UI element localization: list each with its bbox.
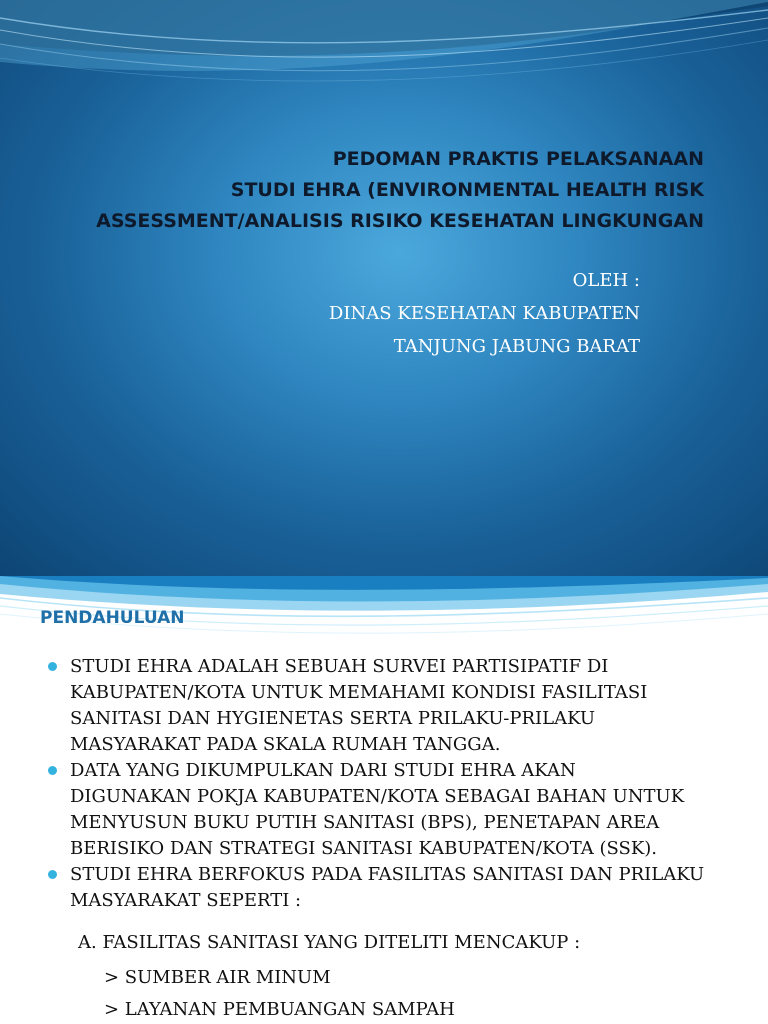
bullet-line: SANITASI DAN HYGIENETAS SERTA PRILAKU-PRILAKU (70, 708, 596, 729)
section-heading: PENDAHULUAN (40, 608, 185, 628)
bullet-line: STUDI EHRA ADALAH SEBUAH SURVEI PARTISIPATIF DI (70, 656, 609, 677)
title-line: ASSESSMENT/ANALISIS RISIKO KESEHATAN LINGKUNGAN (96, 210, 704, 232)
wave-decoration (0, 0, 768, 110)
bullet-icon (48, 766, 57, 775)
sub-list (104, 962, 455, 1024)
bullet-line: KABUPATEN/KOTA UNTUK MEMAHAMI KONDISI FASILITASI (70, 682, 648, 703)
sub-list-item: > SUMBER AIR MINUM (104, 967, 331, 988)
bullet-line: MASYARAKAT SEPERTI : (70, 890, 302, 911)
bullet-list (46, 654, 746, 914)
sub-heading: A. FASILITAS SANITASI YANG DITELITI MENCAKUP : (78, 932, 581, 953)
bullet-line: DIGUNAKAN POKJA KABUPATEN/KOTA SEBAGAI BAHAN UNTUK (70, 786, 685, 807)
list-item (46, 862, 746, 914)
subtitle-line: DINAS KESEHATAN KABUPATEN (328, 303, 640, 324)
subtitle-line: OLEH : (572, 270, 640, 291)
bullet-line: STUDI EHRA BERFOKUS PADA FASILITAS SANITASI DAN PRILAKU (70, 864, 705, 885)
list-item (46, 758, 746, 862)
bullet-line: MENYUSUN BUKU PUTIH SANITASI (BPS), PENETAPAN AREA (70, 812, 660, 833)
subtitle-line: TANJUNG JABUNG BARAT (393, 336, 640, 357)
sub-list-item: > LAYANAN PEMBUANGAN SAMPAH (104, 999, 455, 1020)
slide-title (64, 144, 704, 237)
title-line: STUDI EHRA (ENVIRONMENTAL HEALTH RISK (230, 179, 704, 201)
bullet-icon (48, 662, 57, 671)
slide-subtitle (220, 264, 640, 363)
bullet-line: DATA YANG DIKUMPULKAN DARI STUDI EHRA AKAN (70, 760, 576, 781)
bullet-icon (48, 870, 57, 879)
bullet-line: BERISIKO DAN STRATEGI SANITASI KABUPATEN/KOTA (SSK). (70, 838, 658, 859)
title-line: PEDOMAN PRAKTIS PELAKSANAAN (332, 148, 704, 170)
content-slide (0, 576, 768, 1024)
list-item (46, 654, 746, 758)
bullet-line: MASYARAKAT PADA SKALA RUMAH TANGGA. (70, 734, 501, 755)
